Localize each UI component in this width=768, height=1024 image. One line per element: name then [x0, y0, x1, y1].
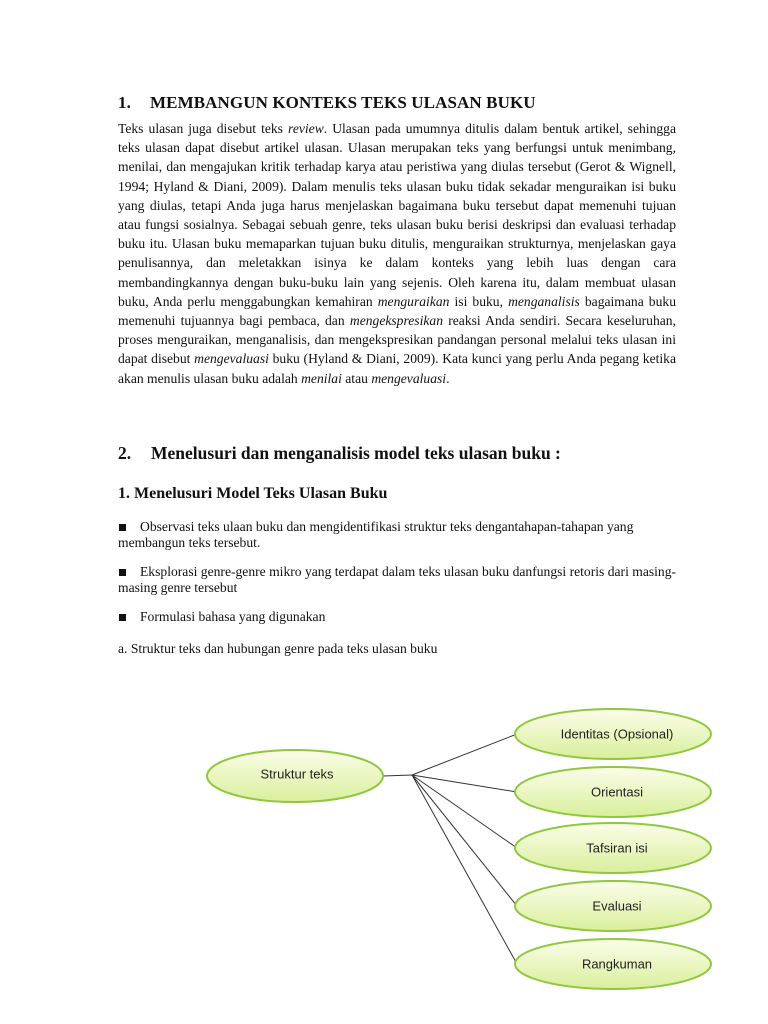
paragraph-text: reaksi Anda sendiri. Secara keseluruhan, proses menguraikan, menganalisis, dan mengekspresikan pandangan personal melalui teks ulasan ini dapat disebut: [118, 313, 676, 367]
subsection-title: 1. Menelusuri Model Teks Ulasan Buku: [118, 485, 388, 502]
section-2-heading: [118, 443, 561, 464]
child-node-label: Tafsiran isi: [586, 840, 648, 856]
connector-line: [412, 775, 517, 964]
child-node-label: Evaluasi: [592, 898, 642, 914]
diagram-caption: a. Struktur teks dan hubungan genre pada teks ulasan buku: [118, 641, 438, 656]
bullet-text: Eksplorasi genre-genre mikro yang terdapat dalam teks ulasan buku danfungsi retoris dari masing-masing genre tersebut: [118, 564, 677, 595]
italic-term: mengekspresikan: [349, 313, 443, 329]
child-node-label: Rangkuman: [581, 956, 653, 972]
root-connector-line: [383, 775, 412, 776]
italic-term: menganalisis: [508, 293, 580, 309]
paragraph-text: Teks ulasan juga disebut teks: [118, 121, 289, 136]
paragraph-text: atau: [341, 370, 372, 386]
paragraph-text: isi buku,: [449, 293, 509, 309]
bullet-item: [118, 564, 688, 596]
bullet-text: Formulasi bahasa yang digunakan: [140, 609, 326, 624]
square-bullet-icon: [119, 614, 126, 621]
section-1-heading: [118, 93, 536, 113]
section-2-title: Menelusuri dan menganalisis model teks ulasan buku :: [151, 443, 561, 463]
paragraph-text: buku (Hyland & Diani, 2009). Kata kunci yang perlu Anda pegang ketika akan menulis ulasan buku adalah: [118, 351, 676, 386]
connector-line: [412, 775, 517, 792]
connector-line: [412, 734, 517, 775]
child-node-label: Orientasi: [590, 784, 644, 800]
square-bullet-icon: [119, 569, 126, 576]
italic-term: mengevaluasi: [371, 370, 447, 386]
italic-term: review: [288, 121, 324, 136]
diagram-connectors: [383, 734, 517, 964]
section-1-paragraph: [118, 119, 676, 388]
square-bullet-icon: [119, 524, 126, 531]
paragraph-text: . Ulasan pada umumnya ditulis dalam bentuk artikel, sehingga teks ulasan dapat disebut artikel ulasan. Ulasan merupakan teks yang berfungsi untuk menimbang, menilai, dan mengajukan kritik terhadap karya atau peristiwa yang diulas tersebut (Gerot & Wignell, 1994; Hyland & Diani, 2009). Dalam menulis teks ulasan buku tidak sekadar menguraikan isi buku yang diulas, tetapi Anda juga harus menjelaskan bagaimana buku tersebut dapat memenuhi tujuan atau fungsi sosialnya. Sebagai sebuah genre, teks ulasan buku berisi deskripsi dan evaluasi terhadap buku itu. Ulasan buku memaparkan tujuan buku ditulis, menguraikan strukturnya, menjelaskan gaya penulisannya, dan meletakkan isinya ke dalam konteks yang lebih luas dengan cara membandingkannya dengan buku-buku lain yang sejenis. Oleh karena itu, dalam membuat ulasan buku, Anda perlu menggabungkan kemahiran: [118, 121, 676, 309]
paragraph-text: bagaimana buku memenuhi tujuannya bagi pembaca, dan: [118, 293, 676, 329]
child-node-label: Identitas (Opsional): [560, 726, 674, 742]
bullet-text: Observasi teks ulaan buku dan mengidentifikasi struktur teks dengantahapan-tahapan yang membangun teks tersebut.: [118, 519, 634, 550]
section-1-number: 1.: [118, 93, 131, 112]
paragraph-text: .: [446, 370, 450, 386]
structure-diagram: [190, 698, 730, 1018]
italic-term: mengevaluasi: [194, 351, 269, 367]
section-2-number: 2.: [118, 443, 132, 463]
italic-term: menilai: [301, 370, 342, 386]
bullet-list: [118, 519, 688, 638]
bullet-item: [118, 609, 688, 625]
connector-line: [412, 775, 517, 906]
section-1-title: MEMBANGUN KONTEKS TEKS ULASAN BUKU: [150, 93, 536, 112]
diagram-nodes: [207, 709, 711, 989]
root-node-label: Struktur teks: [260, 766, 334, 782]
italic-term: menguraikan: [377, 293, 450, 309]
connector-line: [412, 775, 517, 848]
bullet-item: [118, 519, 688, 551]
